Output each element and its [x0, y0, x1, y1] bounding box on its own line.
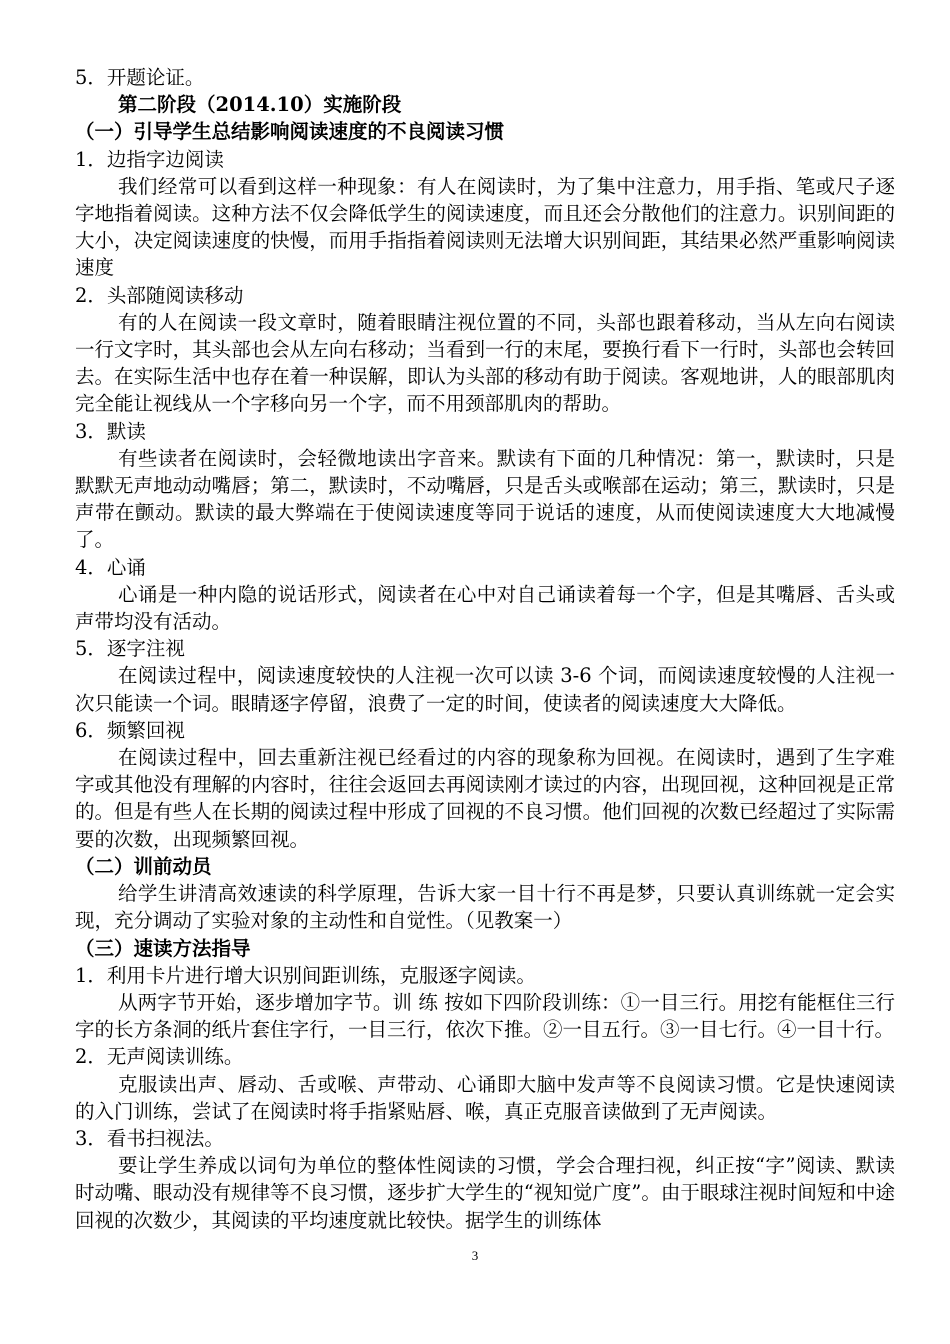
stage-title: 第二阶段（2014.10）实施阶段 — [118, 93, 402, 117]
paragraph: 有的人在阅读一段文章时，随着眼睛注视位置的不同，头部也跟着移动，当从左向右阅读一行文字时，其头部也会从左向右移动；当看到一行的末尾，要换行看下一行时，头部也会转回去。在实际生活中也存在着一种误解，即认为头部的移动有助于阅读。客观地讲，人的眼部肌肉完全能让视线从一个字移向另一个字，而不用颈部肌肉的帮助。 — [75, 310, 895, 416]
list-item-title: 1．边指字边阅读 — [75, 147, 224, 171]
list-item-title: 2．无声阅读训练。 — [75, 1045, 244, 1069]
list-item-title: 3．默读 — [75, 419, 146, 443]
list-item-title: 4．心诵 — [75, 555, 146, 579]
paragraph: 心诵是一种内隐的说话形式，阅读者在心中对自己诵读着每一个字，但是其嘴唇、舌头或声带均没有活动。 — [75, 582, 895, 634]
paragraph: 有些读者在阅读时，会轻微地读出字音来。默读有下面的几种情况：第一，默读时，只是默默无声地动动嘴唇；第二，默读时，不动嘴唇，只是舌头或喉部在运动；第三，默读时，只是声带在颤动。默读的最大弊端在于使阅读速度等同于说话的速度，从而使阅读速度大大地减慢了。 — [75, 446, 895, 552]
section-heading: （二）训前动员 — [75, 854, 212, 878]
paragraph: 我们经常可以看到这样一种现象：有人在阅读时，为了集中注意力，用手指、笔或尺子逐字地指着阅读。这种方法不仅会降低学生的阅读速度，而且还会分散他们的注意力。识别间距的大小，决定阅读速度的快慢，而用手指指着阅读则无法增大识别间距，其结果必然严重影响阅读速度 — [75, 174, 895, 280]
paragraph: 克服读出声、唇动、舌或喉、声带动、心诵即大脑中发声等不良阅读习惯。它是快速阅读的入门训练，尝试了在阅读时将手指紧贴唇、喉，真正克服音读做到了无声阅读。 — [75, 1072, 895, 1123]
opening-item: 5．开题论证。 — [75, 66, 205, 89]
paragraph: 要让学生养成以词句为单位的整体性阅读的习惯，学会合理扫视，纠正按“字”阅读、默读时动嘴、眼动没有规律等不良习惯，逐步扩大学生的“视知觉广度”。由于眼球注视时间短和中途回视的次数少，其阅读的平均速度就比较快。据学生的训练体 — [75, 1154, 895, 1232]
paragraph: 在阅读过程中，阅读速度较快的人注视一次可以读 3-6 个词，而阅读速度较慢的人注视一次只能读一个词。眼睛逐字停留，浪费了一定的时间，使读者的阅读速度大大降低。 — [75, 664, 895, 715]
list-item-title: 6．频繁回视 — [75, 718, 185, 742]
section-heading: （三）速读方法指导 — [75, 936, 251, 960]
document-body — [75, 64, 895, 1234]
paragraph: 给学生讲清高效速读的科学原理，告诉大家一目十行不再是梦，只要认真训练就一定会实现，充分调动了实验对象的主动性和自觉性。（见教案一） — [75, 882, 895, 933]
page-number: 3 — [471, 1248, 479, 1263]
paragraph: 从两字节开始，逐步增加字节。训 练 按如下四阶段训练：①一目三行。用挖有能框住三行字的长方条洞的纸片套住字行，一目三行，依次下推。②一目五行。③一目七行。④一目十行。 — [75, 990, 895, 1042]
list-item-title: 3．看书扫视法。 — [75, 1126, 224, 1150]
list-item-title: 1．利用卡片进行增大识别间距训练，克服逐字阅读。 — [75, 963, 536, 987]
list-item-title: 2．头部随阅读移动 — [75, 283, 244, 307]
section-heading: （一）引导学生总结影响阅读速度的不良阅读习惯 — [75, 120, 505, 144]
list-item-title: 5．逐字注视 — [75, 637, 185, 661]
paragraph: 在阅读过程中，回去重新注视已经看过的内容的现象称为回视。在阅读时，遇到了生字难字或其他没有理解的内容时，往往会返回去再阅读刚才读过的内容，出现回视，这种回视是正常的。但是有些人在长期的阅读过程中形成了回视的不良习惯。他们回视的次数已经超过了实际需要的次数，出现频繁回视。 — [75, 746, 895, 851]
